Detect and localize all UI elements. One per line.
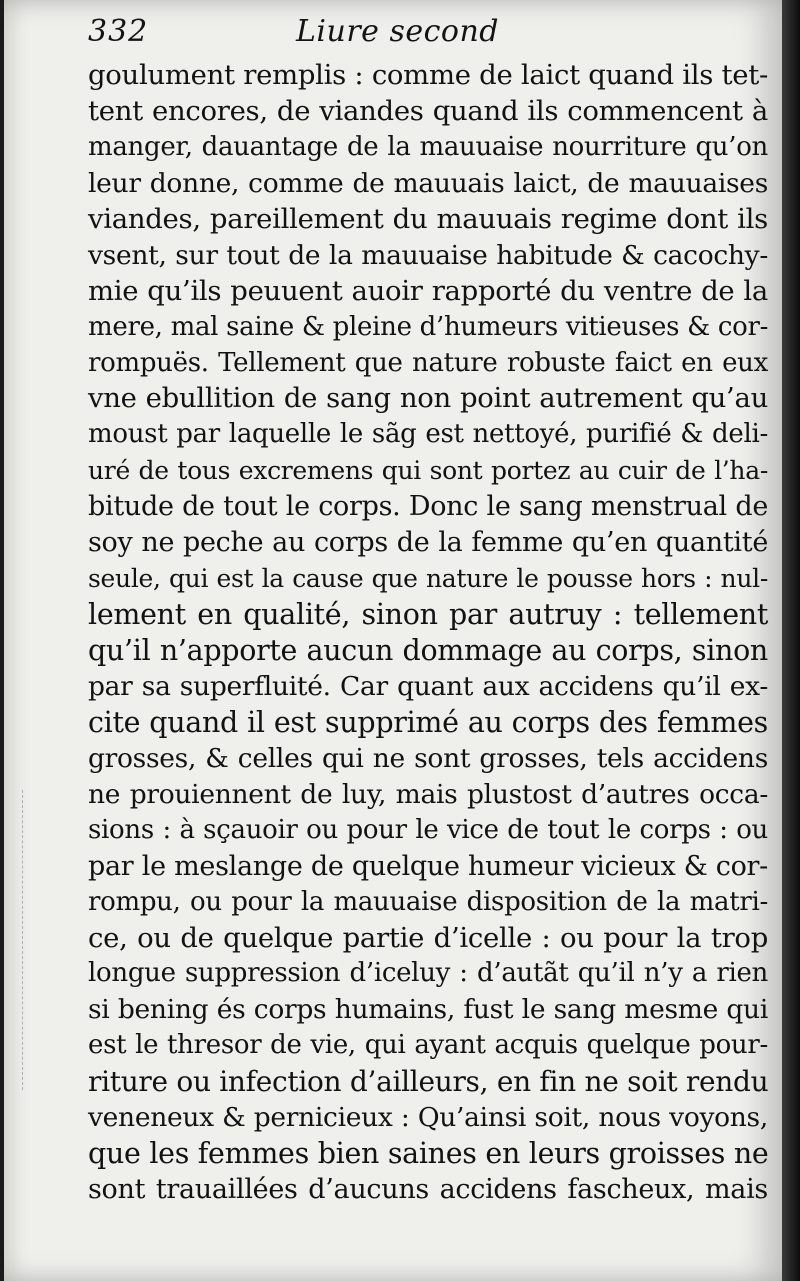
text-line: mere, mal saine & pleine d’humeurs vitieuses & cor- <box>88 311 769 342</box>
text-line: riture ou infection d’ailleurs, en fin ne soit rendu <box>88 1065 769 1099</box>
book-page <box>4 0 782 1281</box>
text-line: moust par laquelle le sãg est nettoyé, purifié & deli- <box>88 419 768 450</box>
text-line: grosses, & celles qui ne sont grosses, tels accidens <box>88 742 768 774</box>
text-line: sont trauaillées d’aucuns accidens fascheux, mais <box>88 1174 768 1206</box>
text-line: ne prouiennent de luy, mais plustost d’autres occa- <box>88 778 768 810</box>
page-edge-shadow <box>782 0 800 1281</box>
text-line: rompuës. Tellement que nature robuste faict en eux <box>88 347 768 378</box>
text-line: ce, ou de quelque partie d’icelle : ou pour la trop <box>88 921 768 954</box>
text-line: uré de tous excremens qui sont portez au cuir de l’ha- <box>88 456 768 486</box>
text-line: lement en qualité, sinon par autruy : tellement <box>88 598 768 632</box>
text-line: qu’il n’apporte aucun dommage au corps, sinon <box>88 634 768 667</box>
text-line: tent encores, de viandes quand ils commencent à <box>88 94 768 127</box>
text-line: longue suppression d’iceluy : d’autãt qu’il n’y a rien <box>88 958 768 989</box>
text-line: veneneux & pernicieux : Qu’ainsi soit, nous voyons, <box>88 1102 768 1134</box>
text-line: leur donne, comme de mauuais laict, de mauuaises <box>88 167 768 199</box>
text-line: vsent, sur tout de la mauuaise habitude & cacochy- <box>88 239 768 271</box>
text-line: si bening és corps humains, fust le sang mesme qui <box>88 994 768 1026</box>
text-line: mie qu’ils peuuent auoir rapporté du ventre de la <box>88 274 768 307</box>
text-line: bitude de tout le corps. Donc le sang menstrual de <box>88 491 768 523</box>
binding-marks <box>22 790 25 1090</box>
text-line: goulument remplis : comme de laict quand ils tet- <box>88 59 768 91</box>
text-line: seule, qui est la cause que nature le pousse hors : nul- <box>88 564 768 594</box>
text-line: que les femmes bien saines en leurs groisses ne <box>88 1137 769 1171</box>
text-line: par sa superfluité. Car quant aux accidens qu’il ex- <box>88 670 768 702</box>
text-line: manger, dauantage de la mauuaise nourriture qu’on <box>88 131 768 162</box>
page-header <box>88 14 768 54</box>
page-number: 332 <box>88 14 149 49</box>
text-line: rompu, ou pour la mauuaise disposition de la matri- <box>88 886 768 917</box>
text-line: cite quand il est supprimé au corps des femmes <box>88 705 768 739</box>
text-line: viandes, pareillement du mauuais regime dont ils <box>88 202 768 235</box>
text-line: soy ne peche au corps de la femme qu’en quantité <box>88 527 768 559</box>
text-line: vne ebullition de sang non point autrement qu’au <box>88 382 768 415</box>
body-text <box>88 58 768 1208</box>
text-line: est le thresor de vie, qui ayant acquis quelque pour- <box>88 1030 768 1061</box>
running-title: Liure second <box>296 14 500 49</box>
text-line: sions : à sçauoir ou pour le vice de tout le corps : ou <box>88 814 768 845</box>
text-line: par le meslange de quelque humeur vicieux & cor- <box>88 850 768 882</box>
